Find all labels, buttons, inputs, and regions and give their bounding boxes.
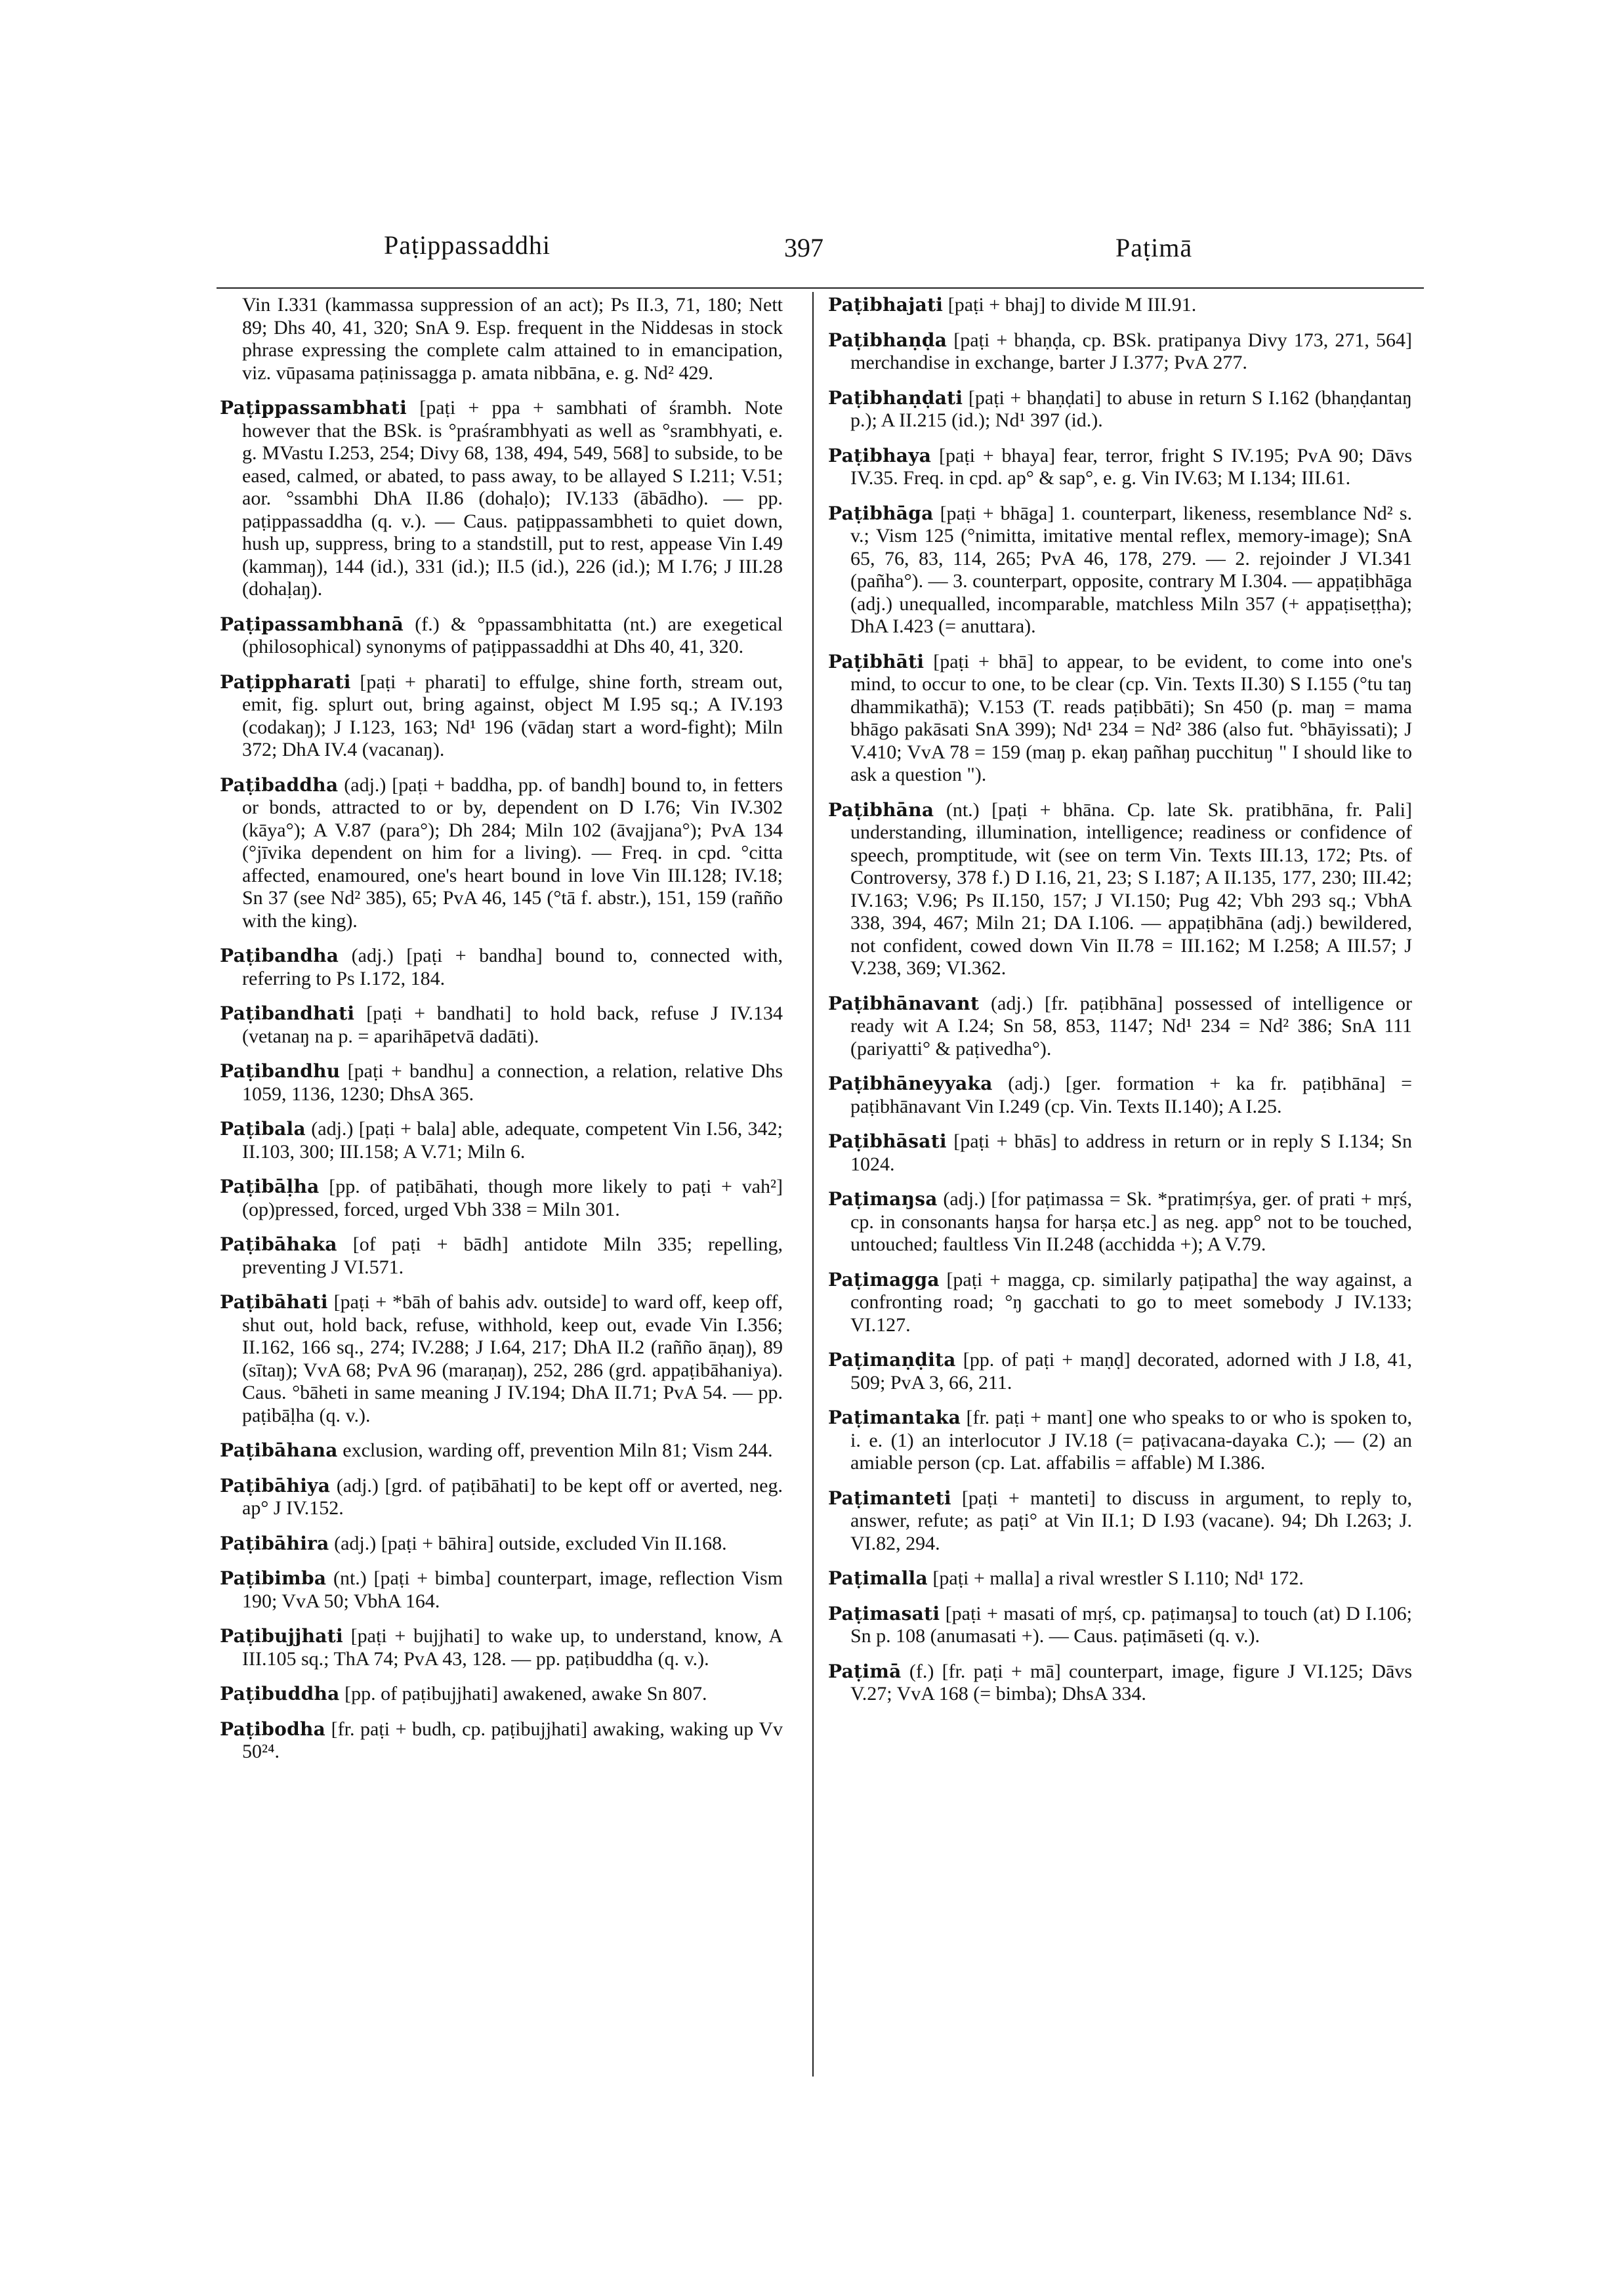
dictionary-entry	[220, 294, 783, 384]
entry-headword: Paṭibujjhati	[220, 1625, 343, 1647]
dictionary-entry	[220, 1718, 783, 1764]
entry-definition: [pp. of paṭi + maṇḍ] decorated, adorned with J I.8, 41, 509; PvA 3, 66, 211.	[850, 1349, 1412, 1394]
dictionary-entry	[828, 445, 1412, 490]
entry-headword: Paṭibhāti	[828, 650, 925, 672]
dictionary-entry	[220, 1567, 783, 1613]
entry-definition: (adj.) [ger. formation + ka fr. paṭibhāna] = paṭibhānavant Vin I.249 (cp. Vin. Texts II.140); A I.25.	[850, 1073, 1412, 1117]
dictionary-entry	[828, 651, 1412, 787]
header-right-guideword: Paṭimā	[1115, 233, 1193, 262]
entry-definition: [paṭi + bhaṇḍa, cp. BSk. pratipanya Divy 173, 271, 564] merchandise in exchange, barter J I.377; PvA 277.	[850, 329, 1412, 373]
entry-definition: (adj.) [for paṭimassa = Sk. *pratimṛśya, ger. of prati + mṛś, cp. in consonants haŋsa for harṣa etc.] as neg. app° not to be touched, untouched; faultless Vin II.248 (acchidda +); A V.79.	[850, 1188, 1412, 1255]
entry-definition: Vin I.331 (kammassa suppression of an act); Ps II.3, 71, 180; Nett 89; Dhs 40, 41, 320; SnA 9. Esp. frequent in the Niddesas in stock phrase expressing the complete calm attained to in emancipation, viz. vūpasama paṭinissagga p. amata nibbāna, e. g. Nd² 429.	[242, 294, 783, 384]
dictionary-entry	[828, 1269, 1412, 1337]
entry-definition: [fr. paṭi + budh, cp. paṭibujjhati] awaking, waking up Vv 50²⁴.	[242, 1718, 783, 1762]
entry-definition: (adj.) [paṭi + bala] able, adequate, competent Vin I.56, 342; II.103, 300; III.158; A V.71; Miln 6.	[242, 1118, 783, 1163]
entry-definition: (adj.) [paṭi + bandha] bound to, connected with, referring to Ps I.172, 184.	[242, 945, 783, 989]
entry-definition: [paṭi + *bāh of bahis adv. outside] to ward off, keep off, shut out, hold back, refuse, withhold, keep out, evade Vin I.356; II.162, 166 sq., 274; IV.288; J I.64, 217; DhA II.2 (rañño āṇaŋ), 89 (sītaŋ); VvA 68; PvA 96 (maraṇaŋ), 252, 286 (grd. appaṭibāhaniya). Caus. °bāheti in same meaning J IV.194; DhA II.71; PvA 54. — pp. paṭibāḷha (q. v.).	[242, 1291, 783, 1426]
entry-headword: Paṭibandhati	[220, 1003, 355, 1024]
dictionary-entry	[828, 1407, 1412, 1475]
entry-definition: (f.) & °ppassambhitatta (nt.) are exegetical (philosophical) synonyms of paṭippassaddhi at Dhs 40, 41, 320.	[242, 613, 783, 657]
entry-definition: [fr. paṭi + mant] one who speaks to or who is spoken to, i. e. (1) an interlocutor J IV.18 (= paṭivacana-dayaka C.); — (2) an amiable person (cp. Lat. affabilis = affable) M I.386.	[850, 1407, 1412, 1474]
dictionary-entry	[828, 1349, 1412, 1394]
entry-headword: Paṭibāhaka	[220, 1233, 337, 1255]
dictionary-entry	[220, 774, 783, 933]
entry-definition: [paṭi + masati of mṛś, cp. paṭimaŋsa] to touch (at) D I.106; Sn p. 108 (anumasati +). — Caus. paṭimāseti (q. v.).	[850, 1602, 1412, 1647]
dictionary-entry	[220, 945, 783, 990]
entry-definition: [paṭi + bandhati] to hold back, refuse J IV.134 (vetanaŋ na p. = aparihāpetvā dadāti).	[242, 1003, 783, 1047]
dictionary-entry	[828, 993, 1412, 1061]
dictionary-entry	[220, 1003, 783, 1048]
dictionary-entry	[828, 329, 1412, 375]
dictionary-entry	[220, 613, 783, 659]
dictionary-entry	[220, 1060, 783, 1106]
entry-definition: [pp. of paṭibujjhati] awakened, awake Sn 807.	[339, 1683, 707, 1705]
dictionary-entry	[828, 503, 1412, 638]
page-header	[0, 230, 1624, 276]
entry-headword: Paṭimā	[828, 1660, 902, 1682]
dictionary-entry	[220, 397, 783, 601]
entry-headword: Paṭibāhira	[220, 1532, 329, 1554]
entry-headword: Paṭibhaṇḍa	[828, 329, 947, 351]
entry-definition: (nt.) [paṭi + bhāna. Cp. late Sk. pratibhāna, fr. Pali] understanding, illumination, intelligence; readiness or confidence of speech, promptitude, wit (see on term Vin. Texts III.13, 172; Pts. of Controversy, 378 f.) D I.16, 21, 23; S I.187; A II.135, 177, 230; III.42; IV.163; V.96; Ps II.150, 157; J VI.150; Pug 42; Vbh 293 sq.; VbhA 338, 394, 467; Miln 21; DA I.106. — appaṭibhāna (adj.) bewildered, not confident, cowed down Vin II.78 = III.162; M I.258; A III.57; J V.238, 369; VI.362.	[850, 798, 1412, 979]
dictionary-entry	[220, 1683, 783, 1706]
dictionary-entry	[220, 1291, 783, 1427]
entry-headword: Paṭibhāsati	[828, 1130, 947, 1152]
entry-headword: Paṭibhaya	[828, 444, 932, 466]
dictionary-entry	[828, 1603, 1412, 1648]
entry-definition: [paṭi + manteti] to discuss in argument, to reply to, answer, refute; as paṭi° at Vin II.1; D I.93 (vacane). 94; Dh I.263; J. VI.82, 294.	[850, 1487, 1412, 1554]
dictionary-entry	[220, 1233, 783, 1279]
entry-definition: (nt.) [paṭi + bimba] counterpart, image, reflection Vism 190; VvA 50; VbhA 164.	[242, 1567, 783, 1612]
entry-definition: (adj.) [fr. paṭibhāna] possessed of intelligence or ready wit A I.24; Sn 58, 853, 1147; Nd¹ 234 = Nd² 386; SnA 111 (pariyatti° & paṭivedha°).	[850, 992, 1412, 1060]
entry-definition: (f.) [fr. paṭi + mā] counterpart, image, figure J VI.125; Dāvs V.27; VvA 168 (= bimba); DhsA 334.	[850, 1660, 1412, 1705]
entry-headword: Paṭibala	[220, 1118, 306, 1140]
entry-headword: Paṭibāhiya	[220, 1474, 331, 1497]
entry-definition: [paṭi + malla] a rival wrestler S I.110; Nd¹ 172.	[927, 1567, 1304, 1589]
entry-headword: Paṭippassambhati	[220, 397, 407, 419]
entry-headword: Paṭimaŋsa	[828, 1188, 938, 1210]
entry-definition: [paṭi + bhaya] fear, terror, fright S IV.195; PvA 90; Dāvs IV.35. Freq. in cpd. ap° & sap°, e. g. Vin IV.63; M I.134; III.61.	[850, 444, 1412, 489]
entry-headword: Paṭimantaka	[828, 1407, 961, 1428]
entry-headword: Paṭibhāga	[828, 502, 934, 524]
entry-headword: Paṭimasati	[828, 1602, 940, 1624]
entry-headword: Paṭimanteti	[828, 1487, 951, 1509]
dictionary-entry	[220, 1439, 783, 1462]
entry-headword: Paṭippharati	[220, 671, 351, 693]
dictionary-entry	[828, 1487, 1412, 1556]
entry-headword: Paṭimaṇḍita	[828, 1349, 956, 1371]
entry-headword: Paṭibāhana	[220, 1439, 338, 1461]
dictionary-entry	[220, 1625, 783, 1670]
dictionary-entry	[220, 671, 783, 762]
entry-headword: Paṭibāḷha	[220, 1176, 320, 1197]
dictionary-entry	[220, 1475, 783, 1520]
entry-definition: [paṭi + ppa + sambhati of śrambh. Note however that the BSk. is °praśrambhyati as well as °srambhyati, e. g. MVastu I.253, 254; Divy 68, 138, 494, 549, 568] to subside, to be eased, calmed, or abated, to pass away, to be allayed S I.211; V.51; aor. °ssambhi DhA II.86 (dohaḷo); IV.133 (ābādho). — pp. paṭippassaddha (q. v.). — Caus. paṭippassambheti to quiet down, hush up, suppress, bring to a standstill, put to rest, appease Vin I.49 (kammaŋ), 144 (id.), 331 (id.); II.5 (id.), 226 (id.); M I.76; J III.28 (dohaḷaŋ).	[242, 397, 783, 600]
entry-definition: [of paṭi + bādh] antidote Miln 335; repelling, preventing J VI.571.	[242, 1233, 783, 1278]
dictionary-entry	[828, 1130, 1412, 1176]
dictionary-entry	[828, 294, 1412, 317]
entry-headword: Paṭibimba	[220, 1567, 327, 1589]
dictionary-entry	[828, 799, 1412, 980]
entry-definition: [paṭi + magga, cp. similarly paṭipatha] the way against, a confronting road; °ŋ gacchati to go to meet somebody J IV.133; VI.127.	[850, 1268, 1412, 1336]
page-number: 397	[784, 233, 823, 262]
entry-definition: exclusion, warding off, prevention Miln 81; Vism 244.	[337, 1439, 773, 1461]
entry-headword: Paṭibhāneyyaka	[828, 1073, 993, 1094]
right-column	[828, 294, 1412, 1718]
entry-definition: [paṭi + bhā] to appear, to be evident, to come into one's mind, to occur to one, to be clear (cp. Vin. Texts II.30) S I.155 (°tu taŋ dhammikathā); V.153 (T. reads paṭibbāti); Sn 450 (p. maŋ = mama bhāgo pakāsati SnA 399); Nd¹ 234 = Nd² 386 (also fut. °bhāyissati); J V.410; VvA 78 = 159 (maŋ p. ekaŋ pañhaŋ pucchituŋ " I should like to ask a question ").	[850, 650, 1412, 785]
entry-definition: (adj.) [grd. of paṭibāhati] to be kept off or averted, neg. ap° J IV.152.	[242, 1474, 783, 1519]
entry-definition: [paṭi + bhaṇḍati] to abuse in return S I.162 (bhaṇḍantaŋ p.); A II.215 (id.); Nd¹ 397 (id.).	[850, 386, 1412, 431]
dictionary-entry	[828, 1567, 1412, 1590]
entry-headword: Paṭibaddha	[220, 774, 339, 796]
dictionary-entry	[220, 1118, 783, 1163]
entry-definition: [paṭi + bhās] to address in return or in reply S I.134; Sn 1024.	[850, 1130, 1412, 1175]
left-column	[220, 294, 783, 1776]
entry-definition: [paṭi + bujjhati] to wake up, to understand, know, A III.105 sq.; ThA 74; PvA 43, 128. — pp. paṭibuddha (q. v.).	[242, 1625, 783, 1670]
column-divider	[812, 292, 814, 2077]
dictionary-entry	[828, 1188, 1412, 1256]
entry-definition: (adj.) [paṭi + bāhira] outside, excluded Vin II.168.	[329, 1532, 727, 1554]
entry-definition: [pp. of paṭibāhati, though more likely to paṭi + vah²] (op)pressed, forced, urged Vbh 338 = Miln 301.	[242, 1176, 783, 1220]
entry-headword: Paṭibandha	[220, 945, 339, 966]
dictionary-entry	[220, 1176, 783, 1221]
entry-headword: Paṭibhaṇḍati	[828, 386, 963, 409]
entry-headword: Paṭibāhati	[220, 1291, 328, 1313]
entry-headword: Paṭimalla	[828, 1567, 928, 1589]
entry-headword: Paṭibhāna	[828, 798, 934, 821]
entry-definition: [paṭi + bhaj] to divide M III.91.	[943, 294, 1197, 316]
entry-definition: [paṭi + pharati] to effulge, shine forth, stream out, emit, fig. splurt out, bring against, object M I.95 sq.; A IV.193 (codakaŋ); J I.123, 163; Nd¹ 196 (vādaŋ start a word-fight); Miln 372; DhA IV.4 (vacanaŋ).	[242, 671, 783, 760]
entry-headword: Paṭibhajati	[828, 294, 944, 316]
dictionary-entry	[828, 1661, 1412, 1706]
entry-headword: Paṭipassambhanā	[220, 613, 404, 635]
header-left-guideword: Paṭippassaddhi	[384, 230, 551, 260]
entry-headword: Paṭibhānavant	[828, 992, 980, 1014]
entry-headword: Paṭibodha	[220, 1718, 326, 1740]
entry-definition: [paṭi + bandhu] a connection, a relation, relative Dhs 1059, 1136, 1230; DhsA 365.	[242, 1060, 783, 1105]
dictionary-entry	[828, 387, 1412, 432]
dictionary-entry	[828, 1073, 1412, 1118]
entry-definition: (adj.) [paṭi + baddha, pp. of bandh] bound to, in fetters or bonds, attracted to or by, dependent on D I.76; Vin IV.302 (kāya°); A V.87 (para°); Dh 284; Miln 102 (āvajjana°); PvA 134 (°jīvika dependent on him for a living). — Freq. in cpd. °citta affected, enamoured, one's heart bound in love Vin III.128; IV.18; Sn 37 (see Nd² 385), 65; PvA 46, 145 (°tā f. abstr.), 151, 159 (rañño with the king).	[242, 774, 783, 932]
entry-definition: [paṭi + bhāga] 1. counterpart, likeness, resemblance Nd² s. v.; Vism 125 (°nimitta, imitative mental reflex, memory-image); SnA 65, 76, 83, 114, 265; PvA 46, 178, 279. — 2. rejoinder J VI.341 (pañha°). — 3. counterpart, opposite, contrary M I.304. — appaṭibhāga (adj.) unequalled, incomparable, matchless Miln 357 (+ appaṭiseṭṭha); DhA I.423 (= anuttara).	[850, 502, 1412, 637]
entry-headword: Paṭimagga	[828, 1268, 940, 1291]
entry-headword: Paṭibuddha	[220, 1683, 340, 1705]
header-rule	[217, 287, 1424, 289]
dictionary-entry	[220, 1533, 783, 1556]
entry-headword: Paṭibandhu	[220, 1060, 341, 1082]
